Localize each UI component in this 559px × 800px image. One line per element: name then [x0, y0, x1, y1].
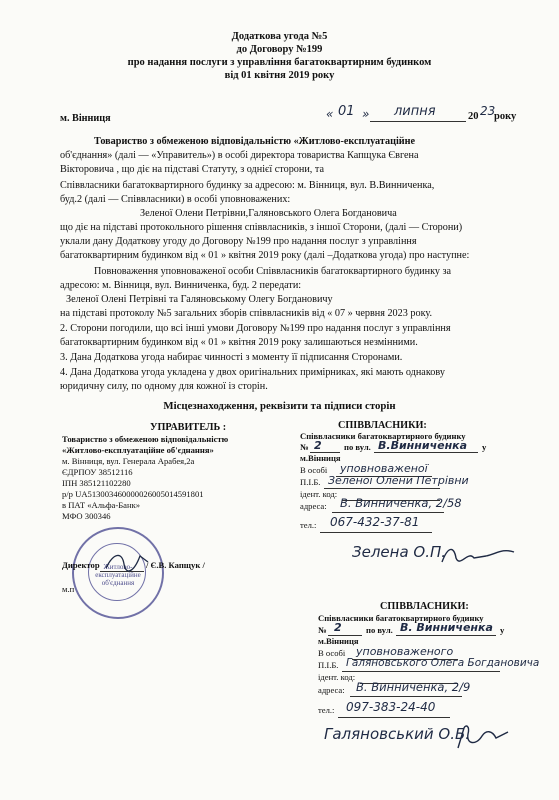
owners1-signature: Зелена О.П. [352, 543, 447, 561]
director-signature-mark [104, 548, 150, 574]
manager-mfo: МФО 300346 [62, 511, 111, 521]
date-month-underline [370, 121, 466, 122]
p3-line3: Зеленої Олені Петрівні та Галяновському Олегу Богдановичу [66, 294, 333, 305]
p4-line1: 2. Сторони погодили, що всі інші умови Договору №199 про надання послуг з управління [60, 323, 451, 334]
owners2-addr-label: адреса: [318, 685, 345, 695]
p2-line1: Співвласники багатоквартирного будинку за адресою: м. Вінниця, вул. В.Винниченка, [60, 180, 435, 191]
section-title: Місцезнаходження, реквізити та підписи сторін [163, 400, 396, 412]
manager-edrpou: ЄДРПОУ 38512116 [62, 467, 133, 477]
owners1-no-value: 2 [314, 439, 322, 452]
owners1-heading: СПІВВЛАСНИКИ: [338, 420, 427, 431]
date-line [326, 103, 516, 123]
owners2-line1: Співвласники багатоквартирного будинку [318, 613, 484, 623]
p2-line6: багатоквартирним будинком від « 01 » квітня 2019 року (далі –Додаткова угода) про наступне: [60, 250, 470, 261]
owners1-tel-value: 067-432-37-81 [330, 515, 420, 529]
owners2-signature: Галяновський О.Б. [324, 725, 471, 743]
owners1-pib-label: П.І.Б. [300, 477, 321, 487]
owners2-pib-label: П.І.Б. [318, 660, 339, 670]
owners2-tel-label: тел.: [318, 705, 335, 715]
manager-bank: в ПАТ «Альфа-Банк» [62, 500, 141, 510]
owners1-addr-underline [332, 512, 444, 513]
owners1-tel-label: тел.: [300, 520, 317, 530]
mp-label: м.п [62, 584, 75, 594]
p6-line1: 4. Дана Додаткова угода укладена у двох оригінальних примірниках, які мають однакову [60, 367, 445, 378]
owners1-city: м.Вінниця [300, 453, 341, 463]
date-close-quote: » [362, 107, 370, 121]
p1-line1 [94, 135, 415, 148]
manager-line1: Товариство з обмеженою відповідальністю [62, 434, 229, 444]
owners1-addr-value: В. Винниченка, 2/58 [340, 496, 462, 510]
p1-text-a: Товариство з обмеженою відповідальністю «Житлово-експлуатаційне [94, 136, 416, 147]
date-year-word: року [494, 111, 517, 122]
owners1-street-value: В.Винниченка [378, 439, 468, 452]
doc-subject: про надання послуги з управління багатоквартирним будинком [127, 57, 432, 68]
p5: 3. Дана Додаткова угода набирає чинності з моменту її підписання Сторонами. [60, 352, 403, 363]
p2-line5: уклали дану Додаткову угоду до Договору №199 про надання послуг з управління [60, 236, 417, 247]
p6-line2: юридичну силу, по одному для кожної із сторін. [60, 381, 268, 392]
date-open-quote: « [326, 107, 334, 121]
owners2-street-label: по вул. [366, 625, 393, 635]
date-year-suffix: 23 [480, 104, 496, 118]
p3-line1: Повноваження уповноваженої особи Співвласників багатоквартирного будинку за [94, 266, 452, 277]
owners2-street-underline [396, 635, 496, 636]
owners1-line1: Співвласники багатоквартирного будинку [300, 431, 466, 441]
p2-line2: буд.2 (далі — Співвласники) в особі уповноважених: [60, 194, 291, 205]
owners1-person-value: уповноваженої [340, 462, 428, 475]
owners2-city: м.Вінниця [318, 636, 359, 646]
date-month: липня [394, 104, 436, 119]
owners2-street-end: у [500, 625, 505, 635]
owners2-pib-underline [342, 671, 500, 672]
doc-contract-date: від 01 квітня 2019 року [224, 70, 335, 81]
owners2-pib-value: Галяновського Олега Богдановича [346, 657, 540, 669]
manager-line2: «Житлово-експлуатаційне об'єднання» [62, 445, 214, 455]
owners2-addr-value: В. Винниченка, 2/9 [356, 680, 471, 694]
owners1-pib-value: Зеленої Олени Петрівни [328, 474, 469, 487]
director-label: Директор [62, 560, 100, 570]
place: м. Вінниця [60, 113, 111, 124]
date-year-prefix: 20 [468, 111, 479, 122]
owners2-addr-underline [350, 696, 462, 697]
owners1-person-label: В особі [300, 465, 328, 475]
owners2-person-value: уповноваженого [356, 645, 454, 658]
owners1-pib-underline [324, 488, 440, 489]
owners1-no-label: № [300, 442, 309, 452]
manager-address: м. Вінниця, вул. Генерала Арабея,2а [62, 456, 195, 466]
owners2-heading: СПІВВЛАСНИКИ: [380, 601, 469, 612]
p4-line2: багатоквартирним будинком від « 01 » квітня 2019 року залишаються незмінними. [60, 337, 418, 348]
owners1-tel-underline [320, 532, 432, 533]
manager-heading: УПРАВИТЕЛЬ : [150, 422, 227, 433]
manager-ipn: ІПН 385121102280 [62, 478, 131, 488]
p2-line4: що діє на підставі протокольного рішення співвласників, з іншої Сторони, (далі — Сторони) [60, 222, 463, 233]
owners1-signature-mark [438, 540, 518, 570]
p1-line3: Вікторовича , що діє на підставі Статуту, з однієї сторони, та [60, 164, 324, 175]
date-day: 01 [338, 104, 355, 119]
p3-line2: адресою: м. Вінниця, вул. Винниченка, буд. 2 передати: [60, 280, 302, 291]
p2-names: Зеленої Олени Петрівни,Галяновського Олега Богдановича [140, 208, 397, 219]
owners1-street-label: по вул. [344, 442, 371, 452]
director-name: / Є.В. Капщук / [146, 560, 205, 570]
owners2-person-label: В особі [318, 648, 346, 658]
owners2-tel-value: 097-383-24-40 [346, 700, 436, 714]
owners2-tel-underline [338, 717, 450, 718]
doc-subtitle: до Договору №199 [236, 44, 323, 55]
owners1-street-underline [374, 452, 478, 453]
p1-line2: об'єднання» (далі — «Управитель») в особі директора товариства Капщука Євгена [60, 150, 419, 161]
manager-account: р/р UA513003460000026005014591801 [62, 489, 204, 499]
owners1-addr-label: адреса: [300, 501, 327, 511]
owners2-street-value: В. Винниченка [400, 621, 493, 634]
owners1-id-label: ідент. код: [300, 489, 338, 499]
owners2-no-value: 2 [334, 621, 342, 634]
owners1-street-end: у [482, 442, 487, 452]
owners2-id-label: ідент. код: [318, 672, 356, 682]
p3-line4: на підставі протоколу №5 загальних зборів співвласників від « 07 » червня 2023 року. [60, 308, 432, 319]
stamp-text: Житлово-експлуатаційне об'єднання [95, 563, 141, 587]
owners2-no-label: № [318, 625, 327, 635]
owners2-signature-mark [452, 722, 512, 754]
doc-title: Додаткова угода №5 [231, 31, 328, 42]
